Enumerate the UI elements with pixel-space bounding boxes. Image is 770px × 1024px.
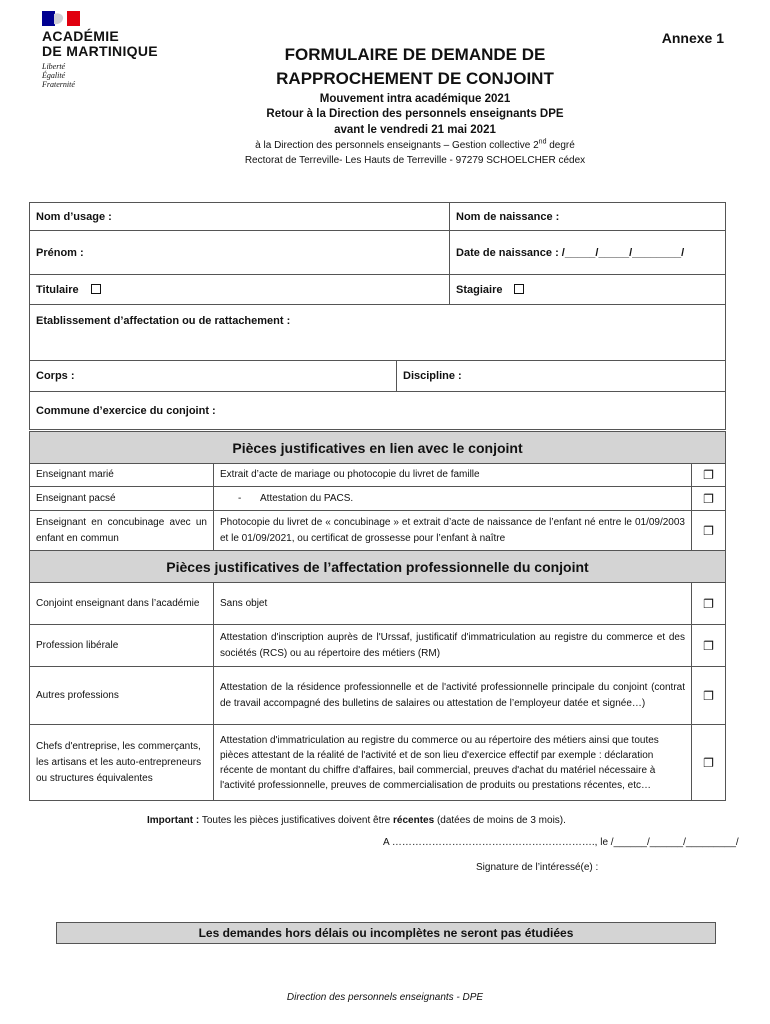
subtitle-deadline: avant le vendredi 21 mai 2021 <box>334 124 496 136</box>
checkbox-liberale[interactable]: ❐ <box>692 625 726 667</box>
important-note: Important : Toutes les pièces justificatives doivent être récentes (datées de moins de 3 mois). <box>147 815 566 826</box>
table-row <box>30 511 726 551</box>
table-row <box>30 464 726 487</box>
motto-fraternite: Fraternité <box>42 80 75 89</box>
org-name-line1: ACADÉMIE <box>42 28 120 44</box>
piece-liberale: Attestation d'inscription auprès de l'Urssaf, justificatif d'immatriculation au registre du commerce et des sociétés (RCS) ou au répertoire des métiers (RM) <box>214 625 692 667</box>
checkbox-pacse[interactable]: ❐ <box>692 487 726 511</box>
title-line1: FORMULAIRE DE DEMANDE DE <box>284 45 546 64</box>
piece-pacse-cell: - Attestation du PACS. <box>214 487 692 511</box>
table-row <box>30 583 726 625</box>
commune-field[interactable]: Commune d’exercice du conjoint : <box>30 392 726 430</box>
piece-concubinage: Photocopie du livret de « concubinage » et extrait d’acte de naissance de l’enfant né entre le 01/09/2003 et le 01/09/2021, ou certificat de grossesse pour l’enfant à naître <box>214 511 692 551</box>
footer-text: Direction des personnels enseignants - DPE <box>286 992 484 1003</box>
signature-label: Signature de l’intéressé(e) : <box>476 862 599 873</box>
checkbox-marie[interactable]: ❐ <box>692 464 726 487</box>
prenom-field[interactable]: Prénom : <box>30 231 450 275</box>
etablissement-field[interactable]: Etablissement d’affectation ou de rattachement : <box>30 305 726 361</box>
situation-pacse: Enseignant pacsé <box>30 487 214 511</box>
stagiaire-checkbox[interactable] <box>514 284 524 294</box>
motto-egalite: Égalité <box>42 71 66 80</box>
checkbox-enseignant-academie[interactable]: ❐ <box>692 583 726 625</box>
title-line2: RAPPROCHEMENT DE CONJOINT <box>276 69 554 88</box>
nom-usage-field[interactable]: Nom d’usage : <box>30 203 450 231</box>
identity-form <box>29 202 726 430</box>
section2-title: Pièces justificatives de l’affectation professionnelle du conjoint <box>30 551 726 583</box>
titulaire-option[interactable] <box>30 275 450 305</box>
table-row <box>30 487 726 511</box>
org-name-line2: DE MARTINIQUE <box>42 43 158 59</box>
warning-banner: Les demandes hors délais ou incomplètes ne seront pas étudiées <box>56 922 716 944</box>
annex-label: Annexe 1 <box>661 30 724 46</box>
discipline-field[interactable]: Discipline : <box>397 361 726 392</box>
subtitle-mouvement: Mouvement intra académique 2021 <box>319 93 511 105</box>
situation-marie: Enseignant marié <box>30 464 214 487</box>
stagiaire-option[interactable] <box>450 275 726 305</box>
piece-enseignant-academie: Sans objet <box>214 583 692 625</box>
place-date-line[interactable]: A ……………………………………………………., le /______/______/_________/ <box>383 837 739 848</box>
justification-table <box>29 431 726 801</box>
table-row <box>30 625 726 667</box>
piece-autres: Attestation de la résidence professionnelle et de l'activité professionnelle principale du conjoint (contrat de travail accompagné des bulletins de salaires ou attestation de l’employeur datée et signée…) <box>214 667 692 725</box>
piece-chefs: Attestation d'immatriculation au registre du commerce ou au répertoire des métiers ainsi que toutes pièces attestant de la réalité de l'activité et de son lieu d'exercice effectif par exemple : déclaration récente de montant du chiffre d'affaires, bail commercial, preuves d'achat du matériel nécessaire à l'activité professionnelle, preuves de commercialisation de produits ou prestations récentes, etc… <box>214 725 692 801</box>
checkbox-chefs[interactable]: ❐ <box>692 725 726 801</box>
piece-marie: Extrait d’acte de mariage ou photocopie du livret de famille <box>214 464 692 487</box>
nom-naissance-field[interactable]: Nom de naissance : <box>450 203 726 231</box>
checkbox-autres[interactable]: ❐ <box>692 667 726 725</box>
subtitle-retour: Retour à la Direction des personnels enseignants DPE <box>266 108 564 120</box>
section1-title: Pièces justificatives en lien avec le conjoint <box>30 432 726 464</box>
titulaire-checkbox[interactable] <box>91 284 101 294</box>
situation-liberale: Profession libérale <box>30 625 214 667</box>
date-naissance-field[interactable]: Date de naissance : /_____/_____/________/ <box>450 231 726 275</box>
corps-field[interactable]: Corps : <box>30 361 397 392</box>
stagiaire-label: Stagiaire <box>456 283 503 296</box>
situation-concubinage: Enseignant en concubinage avec un enfant en commun <box>30 511 214 551</box>
checkbox-concubinage[interactable]: ❐ <box>692 511 726 551</box>
subtitle-direction: à la Direction des personnels enseignants – Gestion collective 2nd degré <box>255 138 575 151</box>
table-row <box>30 667 726 725</box>
marianne-logo <box>42 11 80 26</box>
motto-liberte: Liberté <box>42 62 66 71</box>
situation-chefs: Chefs d'entreprise, les commerçants, les artisans et les auto-entrepreneurs ou structures équivalentes <box>30 725 214 801</box>
subtitle-address: Rectorat de Terreville- Les Hauts de Terreville - 97279 SCHOELCHER cédex <box>244 155 586 166</box>
piece-pacse: Attestation du PACS. <box>260 492 354 504</box>
situation-enseignant-academie: Conjoint enseignant dans l’académie <box>30 583 214 625</box>
situation-autres: Autres professions <box>30 667 214 725</box>
table-row <box>30 725 726 801</box>
titulaire-label: Titulaire <box>36 283 79 296</box>
